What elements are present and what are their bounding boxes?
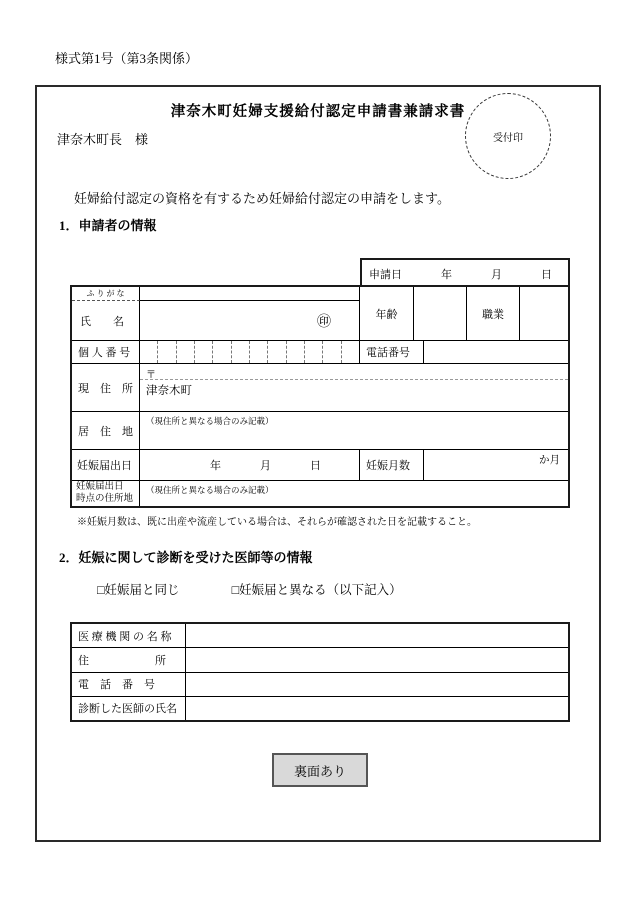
doctor-name-field[interactable] xyxy=(186,697,568,720)
personal-number-cell[interactable] xyxy=(231,341,249,363)
institution-address-field[interactable] xyxy=(186,648,568,671)
occupation-field[interactable] xyxy=(520,287,568,341)
current-address-label: 現 住 所 xyxy=(72,364,140,412)
personal-number-cell[interactable] xyxy=(286,341,304,363)
application-date-cell xyxy=(360,258,570,287)
checkbox-different-from-notification[interactable]: □妊娠届と異なる（以下記入） xyxy=(231,583,402,597)
personal-number-cell[interactable] xyxy=(212,341,230,363)
notification-date-label: 妊娠届出日 xyxy=(72,450,140,481)
back-side-label: 裏面あり xyxy=(293,763,346,779)
personal-number-cell[interactable] xyxy=(194,341,212,363)
notification-date-month: 月 xyxy=(260,460,271,472)
residence-field[interactable] xyxy=(140,412,568,450)
notification-address-field[interactable] xyxy=(140,481,568,506)
applicant-table-body xyxy=(70,285,570,508)
page-title: 津奈木町妊婦支援給付認定申請書兼請求書 xyxy=(170,104,466,120)
personal-number-cell[interactable] xyxy=(157,341,175,363)
furigana-field[interactable] xyxy=(140,287,360,301)
notification-address-label-line2: 時点の住所地 xyxy=(76,493,134,504)
doctor-source-choice xyxy=(97,580,402,598)
pregnancy-months-note: ※妊娠月数は、既に出産や流産している場合は、それらが確認された日を記載すること。 xyxy=(77,517,477,528)
intro-sentence: 妊婦給付認定の資格を有するため妊婦給付認定の申請をします。 xyxy=(74,191,450,206)
institution-address-label: 住 所 xyxy=(72,648,186,671)
notification-date-day: 日 xyxy=(310,460,321,472)
name-field[interactable] xyxy=(140,301,360,341)
phone-field[interactable] xyxy=(424,341,568,364)
institution-name-field[interactable] xyxy=(186,624,568,647)
application-date-day: 日 xyxy=(541,268,552,281)
personal-number-field[interactable] xyxy=(140,341,360,364)
doctor-name-label: 診断した医師の氏名 xyxy=(72,697,186,720)
back-side-indicator xyxy=(272,753,368,787)
table-row xyxy=(72,673,568,697)
personal-number-cell[interactable] xyxy=(341,341,359,363)
current-address-field[interactable] xyxy=(140,364,568,412)
form-outer-border xyxy=(35,85,601,842)
postal-mark: 〒 xyxy=(140,364,568,380)
personal-number-cell[interactable] xyxy=(304,341,322,363)
seal-mark: ㊞ xyxy=(317,314,331,330)
age-label: 年齢 xyxy=(360,287,414,341)
institution-phone-label: 電 話 番 号 xyxy=(72,673,186,696)
application-date-label: 申請日 xyxy=(369,268,402,281)
residence-label: 居 住 地 xyxy=(72,412,140,450)
name-label: 氏 名 xyxy=(72,301,140,341)
pregnancy-months-field[interactable] xyxy=(424,450,568,481)
personal-number-label: 個 人 番 号 xyxy=(72,341,140,364)
notification-address-label-line1: 妊娠届出日 xyxy=(76,481,124,492)
reception-stamp-circle xyxy=(465,93,551,179)
months-unit: か月 xyxy=(539,455,560,466)
section1-heading: 1．申請者の情報 xyxy=(59,218,157,233)
reception-stamp-label: 受付印 xyxy=(493,132,523,144)
personal-number-cell[interactable] xyxy=(267,341,285,363)
age-field[interactable] xyxy=(414,287,467,341)
applicant-table xyxy=(70,258,570,508)
personal-number-cell[interactable] xyxy=(322,341,340,363)
checkbox-same-as-notification[interactable]: □妊娠届と同じ xyxy=(97,583,180,597)
furigana-label: ふ り が な xyxy=(72,287,140,301)
personal-number-cell[interactable] xyxy=(140,341,157,363)
table-row xyxy=(72,697,568,720)
personal-number-cell[interactable] xyxy=(249,341,267,363)
residence-note: （現住所と異なる場合のみ記載） xyxy=(146,416,274,426)
notification-date-field[interactable] xyxy=(140,450,360,481)
notification-address-note: （現住所と異なる場合のみ記載） xyxy=(146,485,274,495)
section2-heading: 2．妊娠に関して診断を受けた医師等の情報 xyxy=(59,550,313,565)
application-date-month: 月 xyxy=(491,268,502,281)
table-row xyxy=(72,624,568,648)
form-number: 様式第1号（第3条関係） xyxy=(55,51,199,66)
current-address-value: 津奈木町 xyxy=(146,385,192,397)
table-row xyxy=(72,648,568,672)
medical-institution-table xyxy=(70,622,570,722)
personal-number-cell[interactable] xyxy=(176,341,194,363)
notification-address-label xyxy=(72,481,140,506)
phone-label: 電話番号 xyxy=(360,341,424,364)
institution-phone-field[interactable] xyxy=(186,673,568,696)
addressee: 津奈木町長 様 xyxy=(57,132,149,147)
institution-name-label: 医 療 機 関 の 名 称 xyxy=(72,624,186,647)
notification-date-year: 年 xyxy=(210,460,221,472)
application-date-year: 年 xyxy=(441,268,452,281)
pregnancy-months-label: 妊娠月数 xyxy=(360,450,424,481)
occupation-label: 職業 xyxy=(467,287,520,341)
